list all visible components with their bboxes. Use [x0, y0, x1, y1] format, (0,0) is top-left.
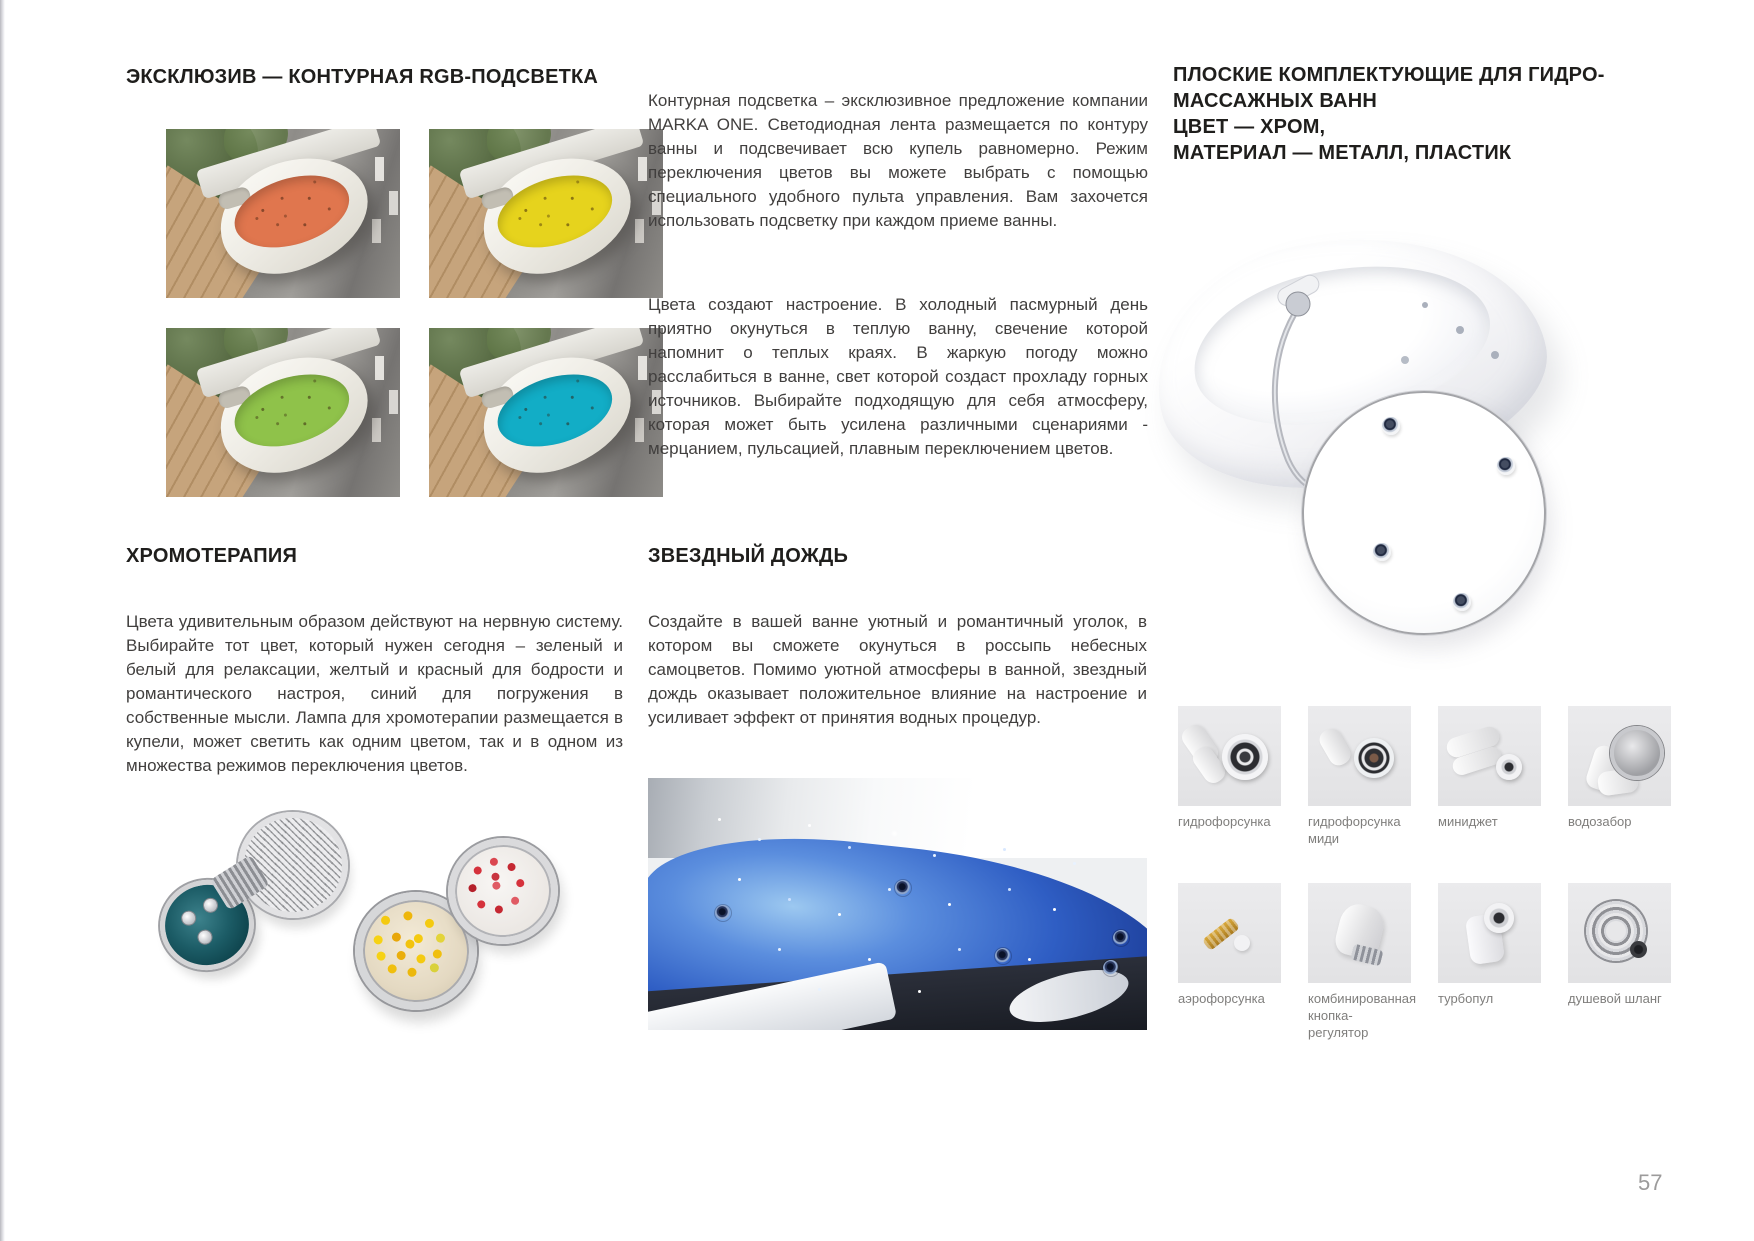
- jet-icon: [1382, 417, 1400, 435]
- chromotherapy-title: ХРОМОТЕРАПИЯ: [126, 545, 298, 567]
- page-edge-decor: [0, 0, 5, 1241]
- component-label: турбопул: [1438, 991, 1494, 1006]
- component-minijet: [1438, 706, 1541, 847]
- component-label: водозабор: [1568, 814, 1632, 829]
- lamp-button-decor: [180, 909, 198, 927]
- component-water-intake: [1568, 706, 1671, 847]
- led-dots-decor: [405, 939, 415, 949]
- combo-regulator-icon: [1308, 883, 1411, 983]
- shower-hose-icon: [1568, 883, 1671, 983]
- lamp-button-decor: [196, 928, 214, 946]
- components-title-line: МАССАЖНЫХ ВАНН: [1173, 90, 1378, 112]
- components-row: [1178, 706, 1671, 847]
- jet-icon: [715, 905, 731, 921]
- candles-decor: [375, 157, 384, 181]
- component-combo-regulator: [1308, 883, 1417, 1041]
- component-turbopool: [1438, 883, 1541, 1041]
- star-rain-title: ЗВЕЗДНЫЙ ДОЖДЬ: [648, 545, 849, 567]
- turbopool-icon: [1438, 883, 1541, 983]
- component-hydro-jet-midi: [1308, 706, 1411, 847]
- tub-photo-green: [166, 328, 400, 497]
- component-label: гидрофорсунка: [1178, 814, 1271, 829]
- jet-dots-decor: [524, 408, 528, 412]
- hose-fitting-decor: [1630, 941, 1647, 958]
- pipe-decor: [1316, 725, 1354, 769]
- water-intake-icon: [1568, 706, 1671, 806]
- tub-photo-yellow: [429, 129, 663, 298]
- components-title-line: ПЛОСКИЕ КОМПЛЕКТУЮЩИЕ ДЛЯ ГИДРО-: [1173, 64, 1605, 86]
- zoom-inset-circle: [1302, 391, 1546, 635]
- jet-icon: [1453, 593, 1471, 611]
- star-dots-decor: [718, 818, 721, 821]
- jet-icon: [1497, 457, 1515, 475]
- components-title-line: МАТЕРИАЛ — МЕТАЛЛ, ПЛАСТИК: [1173, 142, 1512, 164]
- air-jet-icon: [1178, 883, 1281, 983]
- jet-icon: [1113, 930, 1129, 946]
- chromotherapy-lamps-photo: [150, 802, 550, 1014]
- hose-coil-decor: [1606, 921, 1626, 941]
- chrome-top-decor: [1484, 903, 1514, 933]
- star-rain-paragraph: Создайте в вашей ванне уютный и романтичный уголок, в котором вы сможете окунуться в россыпь небесных самоцветов. Помимо уютной атмосферы в ванной, звездный дождь оказывает положительное влияние на настроение и усиливает эффект от принятия водных процедур.: [648, 612, 1147, 727]
- jet-dots-decor: [261, 209, 265, 213]
- hydro-jet-icon: [1178, 706, 1281, 806]
- hydromassage-tub-photo: [1150, 210, 1695, 640]
- mesh-face-decor: [1610, 726, 1664, 780]
- component-shower-hose: [1568, 883, 1671, 1041]
- hydro-jet-midi-icon: [1308, 706, 1411, 806]
- jet-icon: [1103, 960, 1119, 976]
- minijet-icon: [1438, 706, 1541, 806]
- candles-decor: [375, 356, 384, 380]
- components-title-line: ЦВЕТ — ХРОМ,: [1173, 116, 1326, 138]
- component-label: душевой шланг: [1568, 991, 1662, 1006]
- jet-icon: [1373, 543, 1391, 561]
- led-dots-decor: [492, 881, 501, 890]
- component-air-jet: [1178, 883, 1281, 1041]
- jet-face-decor: [1222, 734, 1268, 780]
- candles-decor: [638, 356, 647, 380]
- exclusive-title: ЭКСКЛЮЗИВ — КОНТУРНАЯ RGB-ПОДСВЕТКА: [126, 66, 599, 88]
- lamp-button-decor: [202, 896, 220, 914]
- exclusive-paragraph-2: Цвета создают настроение. В холодный пасмурный день приятно окунуться в теплую ванну, свечение которой напомнит о теплых краях. В жаркую погоду можно расслабиться в ванне, свет которой создаст прохладу горных источников. Выбирайте подходящую для себя атмосферу, которая может быть усилена различными сценариями - мерцанием, пульсацией, плавным переключением цветов.: [648, 295, 1148, 458]
- jet-dots-decor: [524, 209, 528, 213]
- jet-dots-decor: [261, 408, 265, 412]
- white-cap-decor: [1234, 935, 1250, 951]
- jet-face-decor: [1354, 738, 1394, 778]
- component-hydro-jet: [1178, 706, 1281, 847]
- component-label: комбинированная кнопка-регулятор: [1308, 991, 1417, 1040]
- star-rain-photo: [648, 778, 1147, 1030]
- candles-decor: [638, 157, 647, 181]
- exclusive-paragraph-1: Контурная подсветка – эксклюзивное предложение компании MARKA ONE. Светодиодная лента размещается по контуру ванны и подсвечивает всю купель равномерно. Режим переключения цветов вы можете выбрать с помощью специального удобного пульта управления. Вам захочется использовать подсветку при каждом приеме ванны.: [648, 91, 1148, 230]
- chromotherapy-paragraph: Цвета удивительным образом действуют на нервную систему. Выбирайте тот цвет, который нужен сегодня – зеленый и белый для релаксации, желтый и красный для бодрости и романтического настроя, синий для погружения в собственные мысли. Лампа для хромотерапии размещается в купели, может светить как одним цветом, так и в одном из множества режимов переключения цветов.: [126, 612, 623, 775]
- components-row: [1178, 883, 1671, 1041]
- jet-icon: [995, 948, 1011, 964]
- tub-photo-cyan: [429, 328, 663, 497]
- component-label: аэрофорсунка: [1178, 991, 1265, 1006]
- chrome-mesh-lamp: [233, 807, 353, 924]
- components-title: [1173, 62, 1673, 166]
- component-label: гидрофорсунка миди: [1308, 814, 1401, 846]
- tub-photo-orange: [166, 129, 400, 298]
- jet-face-decor: [1496, 754, 1522, 780]
- component-label: миниджет: [1438, 814, 1498, 829]
- jet-icon: [895, 880, 911, 896]
- page-number: 57: [1638, 1170, 1663, 1195]
